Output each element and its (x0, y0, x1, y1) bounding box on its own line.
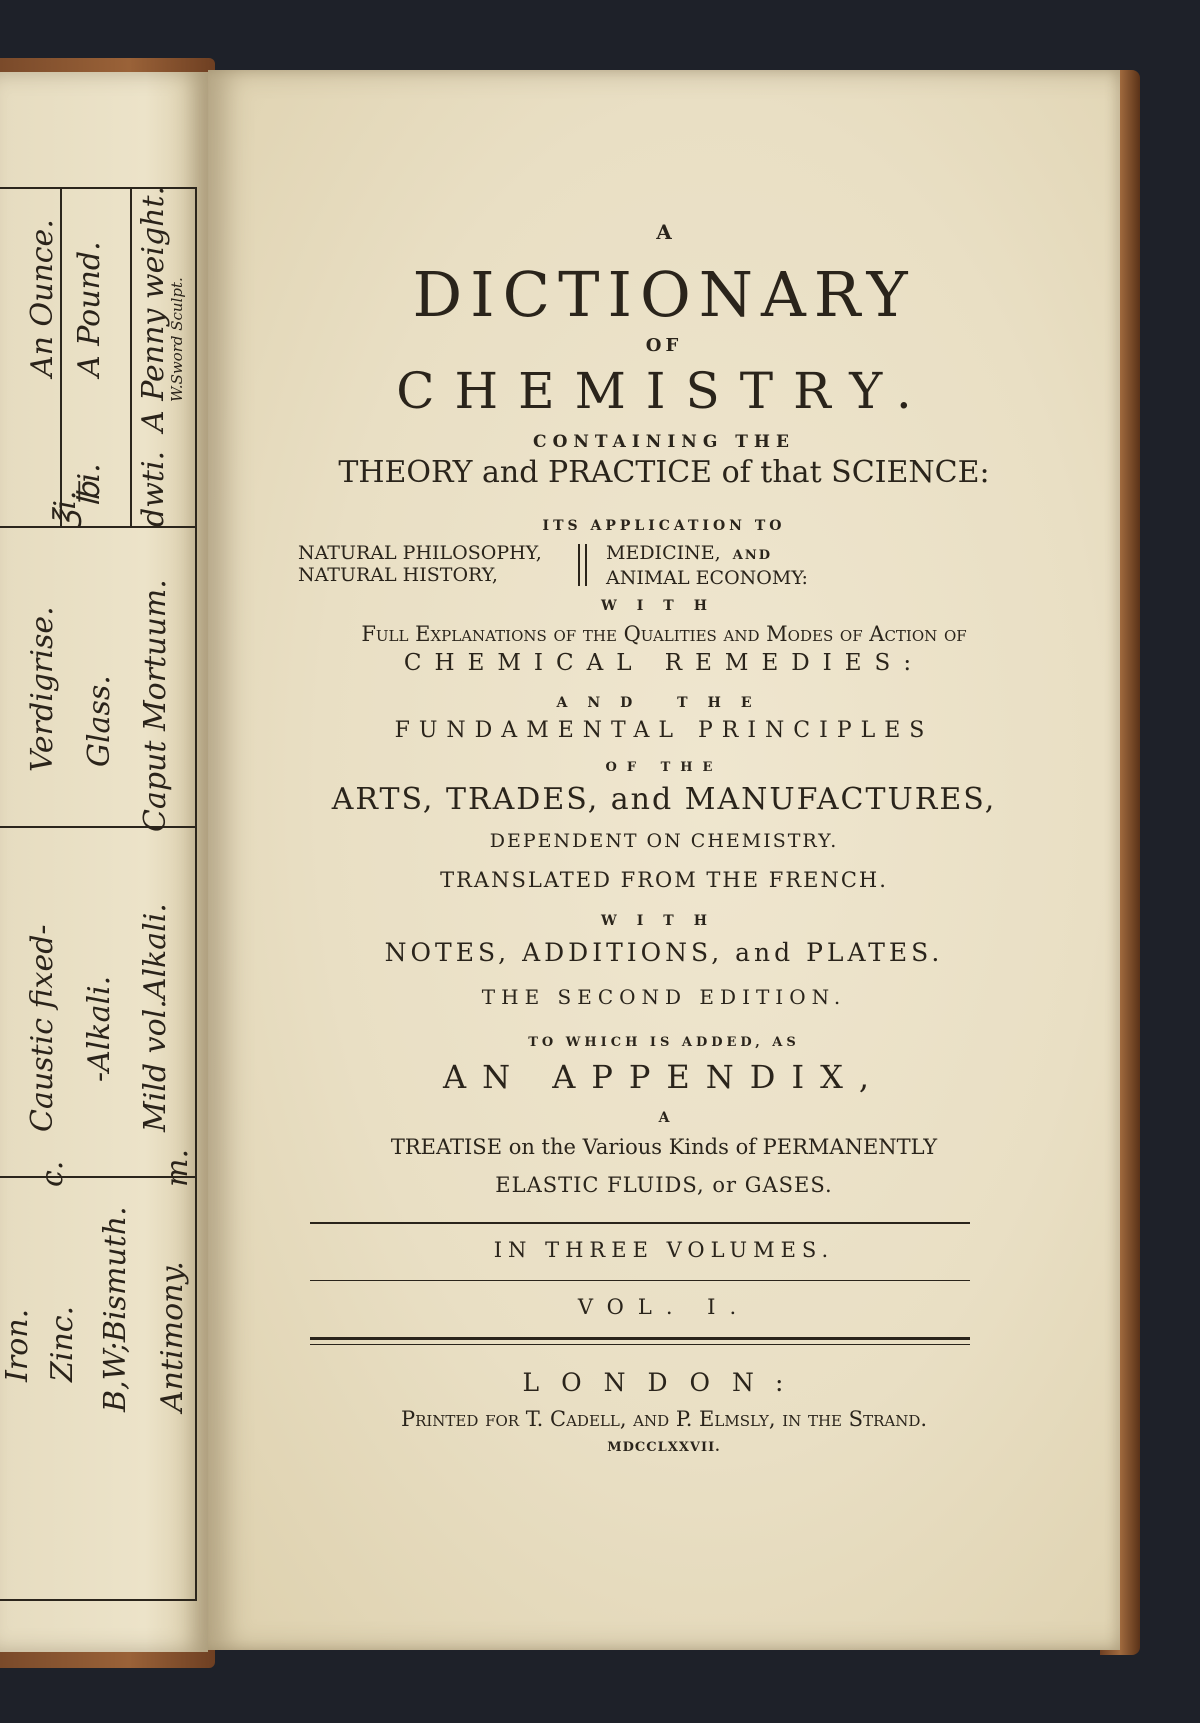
line-notes-additions: NOTES, ADDITIONS, and PLATES. (384, 938, 944, 967)
line-elastic-fluids: ELASTIC FLUIDS, or GASES. (495, 1173, 833, 1197)
plate-entry-antimony: Antimony. (155, 1261, 190, 1412)
bracket-divider (578, 544, 580, 586)
table-divider (130, 189, 132, 526)
left-page-plate (0, 72, 208, 1652)
line-full-explanations: Full Explanations of the Qualities and Modes of Action of (361, 622, 967, 646)
line-of-the: OF THE (605, 760, 723, 775)
applications-right (606, 542, 926, 589)
plate-prefix-pennyweight: dwti. (136, 450, 171, 527)
title-page (208, 70, 1120, 1650)
line-dependent: DEPENDENT ON CHEMISTRY. (489, 830, 839, 852)
plate-entry-ounce: An Ounce. (25, 219, 60, 377)
line-a: A (658, 1110, 670, 1126)
title-of: OF (645, 335, 683, 356)
applications-left (298, 542, 588, 586)
line-second-edition: THE SECOND EDITION. (481, 985, 847, 1009)
title-dictionary: DICTIONARY (412, 258, 916, 331)
table-divider (60, 189, 62, 526)
line-to-which: TO WHICH IS ADDED, AS (528, 1035, 800, 1050)
plate-prefix-c: c. (35, 1160, 70, 1187)
plate-prefix-m: m. (160, 1149, 195, 1187)
line-three-volumes: IN THREE VOLUMES. (493, 1238, 835, 1262)
plate-entry-iron: Iron. (0, 1308, 35, 1382)
plate-prefix-pound: ℔i. (72, 463, 107, 507)
plate-prefix-ounce: ℥i. (48, 490, 83, 527)
line-treatise: TREATISE on the Various Kinds of PERMANENTLY (390, 1135, 938, 1159)
app-natural-philosophy: NATURAL PHILOSOPHY, (298, 542, 542, 564)
app-medicine: MEDICINE, (606, 542, 721, 564)
line-and-the: AND THE (556, 695, 772, 711)
plate-entry-pennyweight: A Penny weight. (136, 185, 171, 432)
plate-entry-alkali: -Alkali. (82, 975, 117, 1082)
bracket-divider (585, 544, 587, 586)
rule-middle (310, 1280, 970, 1281)
title-chemistry: CHEMISTRY. (396, 362, 932, 420)
rule-thin (310, 1344, 970, 1345)
plate-entry-caustic: Caustic fixed- (25, 924, 60, 1132)
plate-entry-caput-mortuum: Caput Mortuum. (138, 579, 173, 832)
rule-top (310, 1222, 970, 1224)
plate-engraver-signature: W.Sword Sculpt. (168, 277, 186, 402)
line-translated: TRANSLATED FROM THE FRENCH. (440, 868, 888, 892)
line-with-1: WITH (601, 598, 727, 614)
line-chemical-remedies: CHEMICAL REMEDIES: (403, 650, 925, 676)
line-containing: CONTAINING THE (533, 432, 795, 452)
plate-entry-zinc: Zinc. (45, 1305, 80, 1382)
plate-entry-mild-vol-alkali: Mild vol.Alkali. (138, 903, 173, 1132)
app-animal-economy: ANIMAL ECONOMY: (606, 567, 808, 589)
line-theory-practice: THEORY and PRACTICE of that SCIENCE: (338, 455, 990, 490)
line-arts-trades: ARTS, TRADES, and MANUFACTURES, (331, 782, 997, 817)
line-with-2: WITH (601, 913, 727, 929)
line-london: LONDON: (522, 1368, 806, 1397)
plate-entry-verdigrise: Verdigrise. (25, 606, 60, 772)
plate-entry-bismuth: B,W;Bismuth. (98, 1206, 133, 1412)
app-natural-history: NATURAL HISTORY, (298, 564, 498, 586)
app-and: AND (732, 548, 772, 563)
line-volume: VOL. I. (577, 1295, 751, 1319)
line-fundamental-principles: FUNDAMENTAL PRINCIPLES (394, 718, 934, 743)
line-appendix: AN APPENDIX, (442, 1058, 886, 1096)
line-application: ITS APPLICATION TO (542, 518, 786, 534)
line-printed-for: Printed for T. Cadell, and P. Elmsly, in the Strand. (400, 1407, 928, 1431)
plate-entry-pound: A Pound. (72, 241, 107, 377)
rule-thick (310, 1337, 970, 1340)
line-date: MDCCLXXVII. (607, 1440, 721, 1455)
title-article: A (656, 220, 672, 244)
plate-entry-glass: Glass. (82, 675, 117, 767)
